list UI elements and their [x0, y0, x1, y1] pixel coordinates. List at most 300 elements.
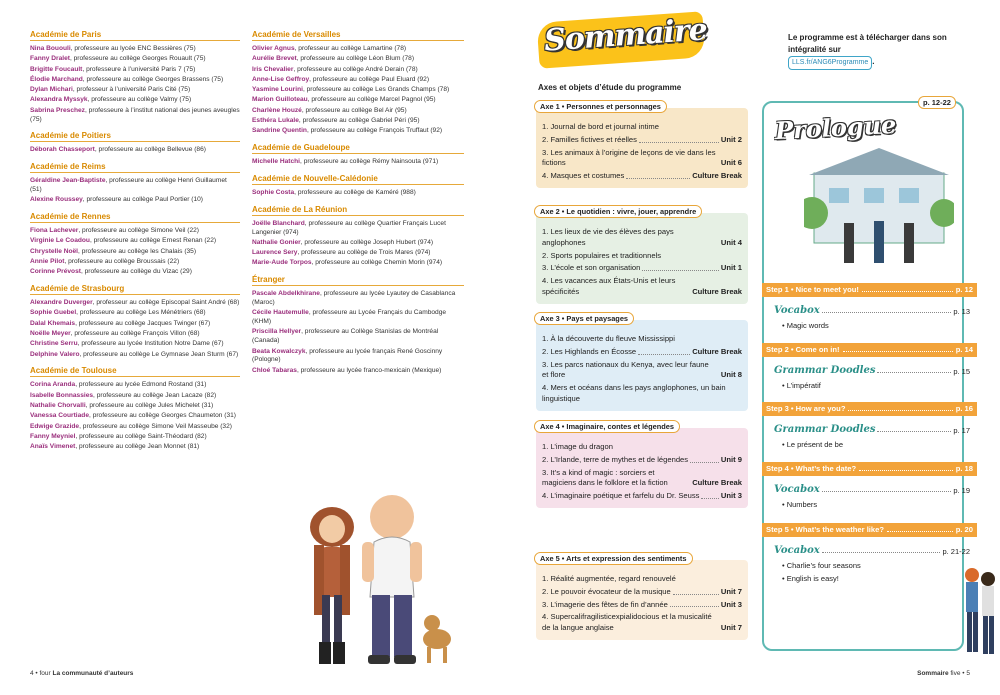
- author-name: Annie Pilot: [30, 257, 65, 265]
- axe-label: Axe 4 • Imaginaire, contes et légendes: [534, 420, 680, 433]
- author-name: Charlène Houzé: [252, 106, 302, 114]
- author-name: Anne-Lise Geffroy: [252, 75, 310, 83]
- academy-heading: Académie de Reims: [30, 162, 240, 173]
- axe-item-unit: Culture Break: [692, 171, 742, 181]
- box-page: p. 19: [953, 486, 970, 495]
- axe-item[interactable]: [542, 334, 742, 345]
- separator: ,: [306, 127, 311, 135]
- author-name: Pascale Abdelkhirane: [252, 290, 320, 298]
- author-name: Priscilla Hellyer: [252, 328, 302, 336]
- author-affiliation: professeure au lycée Edmond Rostand (31): [78, 381, 207, 389]
- author-affiliation: professeure au collège Chemin Morin (974): [315, 259, 443, 267]
- author-entry: [252, 117, 464, 126]
- axe-item-text: 2. Les Highlands en Écosse: [542, 346, 637, 356]
- box-name: Grammar Doodles: [774, 424, 876, 435]
- step-label: Step 1 • Nice to meet you!: [766, 285, 859, 294]
- leader-dots: [859, 464, 953, 471]
- axe-item[interactable]: [542, 227, 742, 249]
- author-name: Dylan Michari: [30, 86, 73, 94]
- axe-box: [536, 102, 748, 188]
- separator: ,: [89, 412, 93, 420]
- author-entry: [30, 76, 240, 85]
- step-bullet: • Magic words: [782, 321, 829, 330]
- author-affiliation: professeure au collège Ernest Renan (22): [93, 237, 217, 245]
- right-footer: [917, 670, 970, 677]
- right-page: [500, 0, 1000, 695]
- author-name: Élodie Marchand: [30, 75, 83, 83]
- step-box-line[interactable]: [774, 424, 970, 435]
- leader-dots: [701, 498, 718, 499]
- author-affiliation: professeure au lycée Institution Notre Dame (67): [81, 340, 224, 348]
- author-affiliation: professeure au collège Georges Brassens (75): [86, 75, 224, 83]
- author-name: Christine Serru: [30, 340, 78, 348]
- separator: ,: [84, 106, 89, 114]
- axe-item[interactable]: [542, 491, 742, 502]
- separator: ,: [82, 196, 87, 204]
- axe-item[interactable]: [542, 455, 742, 466]
- author-affiliation: professeure au collège Les Grands Champs (78): [306, 86, 450, 94]
- author-entry: [252, 55, 464, 64]
- author-entry: [30, 258, 240, 267]
- axe-item-unit: Unit 1: [720, 263, 742, 273]
- separator: ,: [79, 350, 84, 358]
- step-bullet: • Numbers: [782, 500, 818, 509]
- leader-dots: [843, 345, 953, 352]
- separator: ,: [70, 45, 75, 52]
- author-entry: [30, 146, 240, 155]
- leader-dots: [822, 491, 952, 492]
- author-affiliation: professeure au collège Henri Guillaumet (51): [30, 177, 227, 193]
- author-entry: [252, 86, 464, 95]
- separator: ,: [309, 75, 313, 83]
- author-name: Fanny Meyniel: [30, 432, 76, 440]
- axe-item-text: 3. L’imagerie des fêtes de fin d’année: [542, 599, 668, 609]
- author-affiliation: professeure au collège Les Ménétriers (68): [79, 309, 206, 317]
- author-name: Corinne Prévost: [30, 268, 81, 276]
- axe-label: Axe 1 • Personnes et personnages: [534, 100, 667, 113]
- author-affiliation: professeure au collège Quartier Français Lucet Langenier (974): [252, 219, 446, 236]
- separator: ,: [297, 249, 302, 257]
- separator: ,: [93, 391, 97, 399]
- author-affiliation: professeure au collège Broussais (22): [68, 257, 180, 265]
- download-text: Le programme est à télécharger dans son intégralité sur: [788, 33, 947, 54]
- author-name: Alexandre Duverger: [30, 299, 93, 307]
- author-entry: [252, 45, 464, 54]
- author-affiliation: professeure au collège Jules Michelet (31): [89, 401, 214, 409]
- author-entry: [30, 268, 240, 277]
- step-page: p. 12: [955, 285, 973, 294]
- author-affiliation: professeure au collège François Truffaut (92): [310, 127, 443, 135]
- axe-item[interactable]: [542, 135, 742, 146]
- author-entry: [252, 328, 464, 346]
- axe-item[interactable]: [542, 263, 742, 274]
- step-bar[interactable]: [762, 462, 977, 476]
- author-affiliation: professeure au collège de Kaméré (988): [297, 188, 416, 196]
- axe-box: [536, 314, 748, 411]
- axe-item[interactable]: [542, 587, 742, 598]
- author-affiliation: professeure au collège Jean Monnet (81): [79, 443, 200, 451]
- author-affiliation: professeure au collège Léon Blum (78): [300, 55, 415, 63]
- author-entry: [252, 127, 464, 136]
- author-name: Chrystelle Noël: [30, 247, 79, 255]
- author-affiliation: professeure à l’institut national des jeunes aveugles (75): [30, 106, 240, 123]
- axe-item-text: 3. It’s a kind of magic : sorciers et magiciens dans le folklore et la fiction: [542, 467, 668, 488]
- step-box-line[interactable]: [774, 305, 970, 316]
- step-bar[interactable]: [762, 283, 977, 297]
- separator: ,: [301, 106, 306, 114]
- axe-item-text: 1. Les lieux de vie des élèves des pays anglophones: [542, 227, 674, 247]
- author-name: Sophie Costa: [252, 188, 295, 196]
- author-name: Laurence Sery: [252, 249, 298, 257]
- page-number: 4 • four: [30, 670, 51, 677]
- academy-heading: Académie de Nouvelle-Calédonie: [252, 174, 464, 185]
- step-box-line[interactable]: [774, 484, 970, 495]
- separator: ,: [87, 96, 92, 104]
- axe-item[interactable]: [542, 574, 742, 585]
- author-entry: [30, 299, 240, 308]
- author-entry: [30, 55, 240, 64]
- separator: ,: [94, 146, 99, 154]
- step-box-line[interactable]: [774, 545, 970, 556]
- step-bar[interactable]: [762, 402, 977, 416]
- axe-item[interactable]: [542, 347, 742, 358]
- author-affiliation: professeure à l’université Paris 7 (75): [86, 65, 196, 73]
- academy-heading: Étranger: [252, 275, 464, 286]
- separator: ,: [296, 55, 301, 63]
- author-entry: [30, 96, 240, 105]
- authors-column-1: [30, 30, 240, 453]
- separator: ,: [78, 247, 82, 255]
- author-entry: [30, 412, 240, 421]
- author-affiliation: professeure au collège François Villon (68): [74, 329, 200, 337]
- leader-dots: [877, 372, 951, 373]
- author-affiliation: professeure au Collège Stanislas de Montréal (Canada): [252, 328, 439, 345]
- box-page: p. 15: [953, 367, 970, 376]
- author-affiliation: professeure au collège Jean Lacaze (82): [96, 391, 217, 399]
- axe-item-text: 2. L’Irlande, terre de mythes et de légendes: [542, 454, 689, 464]
- author-entry: [30, 66, 240, 75]
- separator: ,: [311, 259, 316, 267]
- author-affiliation: professeure au lycée français René Goscinny (Pologne): [252, 347, 443, 364]
- axe-item[interactable]: [542, 276, 742, 298]
- axe-item-text: 1. Réalité augmentée, regard renouvelé: [542, 574, 676, 583]
- separator: ,: [80, 268, 85, 276]
- axe-item[interactable]: [542, 612, 742, 634]
- academy-heading: Académie de Poitiers: [30, 131, 240, 142]
- separator: ,: [294, 45, 299, 52]
- axe-item[interactable]: [542, 383, 742, 405]
- leader-dots: [822, 312, 952, 313]
- axe-item[interactable]: [542, 468, 742, 490]
- separator: ,: [304, 219, 309, 227]
- separator: ,: [72, 86, 77, 94]
- leader-dots: [822, 552, 941, 553]
- axe-item-text: 4. Les vacances aux États-Unis et leurs spécificités: [542, 276, 676, 296]
- author-affiliation: professeure au collège Simone Veil (22): [82, 227, 199, 235]
- author-entry: [30, 248, 240, 257]
- author-entry: [252, 66, 464, 75]
- axe-item-unit: Culture Break: [692, 478, 742, 488]
- author-name: Vanessa Courtiade: [30, 412, 90, 420]
- author-name: Alexandra Myssyk: [30, 96, 88, 104]
- author-entry: [30, 320, 240, 329]
- step-page: p. 16: [955, 404, 973, 413]
- leader-dots: [887, 525, 953, 532]
- author-affiliation: professeure au collège Jacques Twinger (67): [78, 319, 211, 327]
- author-name: Isabelle Bonnassies: [30, 391, 94, 399]
- separator: ,: [75, 319, 79, 327]
- separator: ,: [294, 188, 298, 196]
- author-name: Michelle Hatchi: [252, 158, 301, 166]
- academy-heading: Académie de Guadeloupe: [252, 143, 464, 154]
- author-name: Edwige Grazide: [30, 422, 80, 430]
- separator: ,: [300, 238, 305, 246]
- author-entry: [30, 392, 240, 401]
- author-entry: [30, 423, 240, 432]
- separator: ,: [307, 96, 312, 104]
- axe-item-unit: Unit 4: [720, 237, 742, 247]
- axe-item-unit: Unit 7: [720, 586, 742, 596]
- author-entry: [30, 86, 240, 95]
- step-label: Step 2 • Come on in!: [766, 345, 840, 354]
- axe-item-unit: Culture Break: [692, 286, 742, 296]
- separator: ,: [75, 381, 79, 389]
- author-entry: [30, 177, 240, 195]
- author-entry: [252, 367, 464, 376]
- axe-item-unit: Unit 6: [720, 158, 742, 168]
- author-name: Beata Kowalczyk: [252, 347, 306, 355]
- author-affiliation: professeur à l’université Paris Cité (75): [76, 86, 191, 94]
- axe-box: [536, 207, 748, 304]
- leader-dots: [877, 431, 951, 432]
- axe-item-text: 2. Sports populaires et traditionnels: [542, 250, 662, 260]
- step-page: p. 14: [955, 345, 973, 354]
- author-entry: [252, 220, 464, 238]
- download-note: [788, 32, 973, 70]
- separator: ,: [64, 257, 69, 265]
- author-name: Virginie Le Coadou: [30, 237, 90, 245]
- page-title: Sommaire: [542, 12, 708, 59]
- footer-title: Sommaire: [917, 670, 949, 677]
- step-bullet: • Charlie’s four seasons: [782, 561, 861, 570]
- author-affiliation: professeure au collège André Derain (78): [297, 65, 418, 73]
- author-name: Alexine Roussey: [30, 196, 83, 204]
- axe-item-unit: Culture Break: [692, 346, 742, 356]
- axe-item-text: 3. L’école et son organisation: [542, 263, 641, 273]
- leader-dots: [626, 178, 690, 179]
- leader-dots: [642, 270, 719, 271]
- author-entry: [252, 96, 464, 105]
- author-affiliation: professeure au collège Paul Portier (10): [86, 196, 204, 204]
- author-entry: [252, 290, 464, 308]
- axe-item[interactable]: [542, 122, 742, 133]
- author-name: Olivier Agnus: [252, 45, 295, 52]
- axe-item-text: 4. Mers et océans dans les pays anglophones, un bain linguistique: [542, 383, 726, 403]
- axe-box: [536, 422, 748, 508]
- author-name: Corina Aranda: [30, 381, 76, 389]
- author-name: Nina Bououli: [30, 45, 71, 52]
- author-affiliation: professeure au collège de Trois Mares (974): [301, 249, 431, 257]
- author-name: Nathalie Gonier: [252, 238, 301, 246]
- author-affiliation: professeure au lycée ENC Bessières (75): [74, 45, 196, 52]
- step-bullet: • English is easy!: [782, 574, 839, 583]
- axe-item-text: 3. Les parcs nationaux du Kenya, avec leur faune et flore: [542, 359, 709, 380]
- separator: ,: [301, 328, 305, 336]
- author-name: Sandrine Quentin: [252, 127, 307, 135]
- author-name: Noëlle Meyer: [30, 329, 71, 337]
- separator: ,: [75, 432, 80, 440]
- separator: ,: [76, 309, 80, 317]
- author-entry: [252, 189, 464, 198]
- author-name: Fanny Dralet: [30, 55, 70, 63]
- academy-heading: Académie de Versailles: [252, 30, 464, 41]
- author-entry: [30, 402, 240, 411]
- step-bar[interactable]: [762, 523, 977, 537]
- author-name: Marion Guilloteau: [252, 96, 308, 104]
- academy-heading: Académie de Rennes: [30, 212, 240, 223]
- axe-label: Axe 5 • Arts et expression des sentiments: [534, 552, 693, 565]
- separator: ,: [69, 55, 74, 63]
- separator: ,: [79, 422, 83, 430]
- academy-heading: Académie de La Réunion: [252, 205, 464, 216]
- axe-label: Axe 2 • Le quotidien : vivre, jouer, apprendre: [534, 205, 702, 218]
- step-bullet: • Le présent de be: [782, 440, 844, 449]
- separator: ,: [296, 366, 301, 374]
- step-bar[interactable]: [762, 343, 977, 357]
- axe-box: [536, 554, 748, 640]
- axe-item-text: 4. Masques et costumes: [542, 171, 625, 181]
- author-name: Cécile Hautemulle: [252, 309, 309, 317]
- separator: ,: [77, 340, 82, 348]
- axe-item-text: 4. L’imaginaire poétique et farfelu du Dr. Seuss: [542, 491, 700, 501]
- axe-item-unit: Unit 7: [720, 623, 742, 633]
- axe-item-text: 1. À la découverte du fleuve Mississippi: [542, 334, 675, 343]
- box-name: Vocabox: [774, 545, 820, 556]
- axe-label: Axe 3 • Pays et paysages: [534, 312, 634, 325]
- box-name: Vocabox: [774, 305, 820, 316]
- author-name: Iris Chevalier: [252, 65, 294, 73]
- separator: ,: [300, 158, 304, 166]
- author-name: Dalal Khemais: [30, 319, 76, 327]
- author-name: Anaïs Vimenet: [30, 443, 76, 451]
- author-affiliation: professeure au collège Valmy (75): [91, 96, 192, 104]
- axe-item-text: 1. Journal de bord et journal intime: [542, 122, 659, 131]
- separator: ,: [298, 117, 303, 125]
- author-entry: [252, 259, 464, 268]
- author-name: Déborah Chasseport: [30, 146, 95, 154]
- axe-item[interactable]: [542, 442, 742, 453]
- axe-item-unit: Unit 9: [720, 454, 742, 464]
- separator: ,: [319, 290, 324, 298]
- author-affiliation: professeure au collège Georges Rouault (75): [73, 55, 206, 63]
- author-affiliation: professeure au lycée franco-mexicain (Mexique): [300, 366, 442, 374]
- prologue-title: Prologue: [774, 109, 898, 146]
- author-entry: [30, 237, 240, 246]
- author-affiliation: professeure au collège Bel Air (95): [305, 106, 407, 114]
- separator: ,: [92, 299, 97, 307]
- separator: ,: [305, 347, 310, 355]
- academy-heading: Académie de Paris: [30, 30, 240, 41]
- school-illustration: [804, 143, 954, 273]
- academy-heading: Académie de Toulouse: [30, 366, 240, 377]
- author-entry: [30, 351, 240, 360]
- author-affiliation: professeure au collège les Chalais (35): [81, 247, 197, 255]
- author-entry: [30, 340, 240, 349]
- step-box-line[interactable]: [774, 365, 970, 376]
- author-entry: [252, 249, 464, 258]
- academy-heading: Académie de Strasbourg: [30, 284, 240, 295]
- author-affiliation: professeure au collège du Vizac (29): [84, 268, 192, 276]
- separator: ,: [105, 177, 110, 185]
- author-entry: [30, 381, 240, 390]
- author-name: Géraldine Jean-Baptiste: [30, 177, 106, 185]
- author-affiliation: professeure au collège Paul Eluard (92): [312, 75, 430, 83]
- separator: ,: [82, 75, 87, 83]
- download-link[interactable]: LLS.fr/ANG6Programme: [788, 56, 872, 70]
- footer-title: La communauté d’auteurs: [52, 670, 134, 677]
- author-entry: [30, 309, 240, 318]
- author-entry: [30, 196, 240, 205]
- author-entry: [252, 158, 464, 167]
- authors-illustration: [282, 487, 462, 672]
- author-entry: [30, 443, 240, 452]
- box-name: Vocabox: [774, 484, 820, 495]
- author-name: Sophie Guebel: [30, 309, 77, 317]
- step-bullet: • L’impératif: [782, 381, 821, 390]
- author-entry: [30, 227, 240, 236]
- axe-item-text: 2. Familles fictives et réelles: [542, 134, 637, 144]
- step-label: Step 5 • What’s the weather like?: [766, 525, 884, 534]
- separator: ,: [75, 443, 79, 451]
- author-entry: [252, 107, 464, 116]
- author-affiliation: professeure au collège Rémy Nainsouta (971): [303, 158, 439, 166]
- author-name: Nathalie Chorvalli: [30, 401, 86, 409]
- axe-item[interactable]: [542, 148, 742, 170]
- box-page: p. 13: [953, 307, 970, 316]
- leader-dots: [670, 606, 719, 607]
- author-affiliation: professeur au collège Episcopal Saint André (68): [96, 299, 240, 307]
- axe-item-text: 2. Le pouvoir évocateur de la musique: [542, 586, 671, 596]
- author-entry: [252, 76, 464, 85]
- box-name: Grammar Doodles: [774, 365, 876, 376]
- author-entry: [252, 239, 464, 248]
- separator: ,: [89, 237, 94, 245]
- author-entry: [252, 348, 464, 366]
- axes-title: Axes et objets d’étude du programme: [538, 83, 682, 92]
- step-page: p. 20: [955, 525, 973, 534]
- step-label: Step 3 • How are you?: [766, 404, 846, 413]
- separator: ,: [302, 86, 307, 94]
- author-affiliation: professeure au collège Saint-Théodard (82): [79, 432, 207, 440]
- author-name: Esthéra Lukale: [252, 117, 299, 125]
- axe-item[interactable]: [542, 360, 742, 382]
- separator: ,: [78, 227, 83, 235]
- axe-item-text: 4. Supercalifragilisticexpialidocious et la musicalité de la langue anglaise: [542, 612, 712, 633]
- axe-item[interactable]: [542, 600, 742, 611]
- box-page: p. 21-22: [942, 547, 970, 556]
- prologue-pages: p. 12-22: [918, 96, 956, 109]
- leader-dots: [862, 285, 953, 292]
- author-entry: [252, 309, 464, 327]
- author-entry: [30, 433, 240, 442]
- axe-item[interactable]: [542, 251, 742, 262]
- separator: ,: [85, 401, 90, 409]
- author-affiliation: professeur au collège Lamartine (78): [298, 45, 407, 52]
- author-affiliation: professeure au Lycée Français du Cambodge (KHM): [252, 309, 447, 326]
- author-name: Joëlle Blanchard: [252, 219, 305, 227]
- axe-item[interactable]: [542, 171, 742, 182]
- axe-item-unit: Unit 2: [720, 134, 742, 144]
